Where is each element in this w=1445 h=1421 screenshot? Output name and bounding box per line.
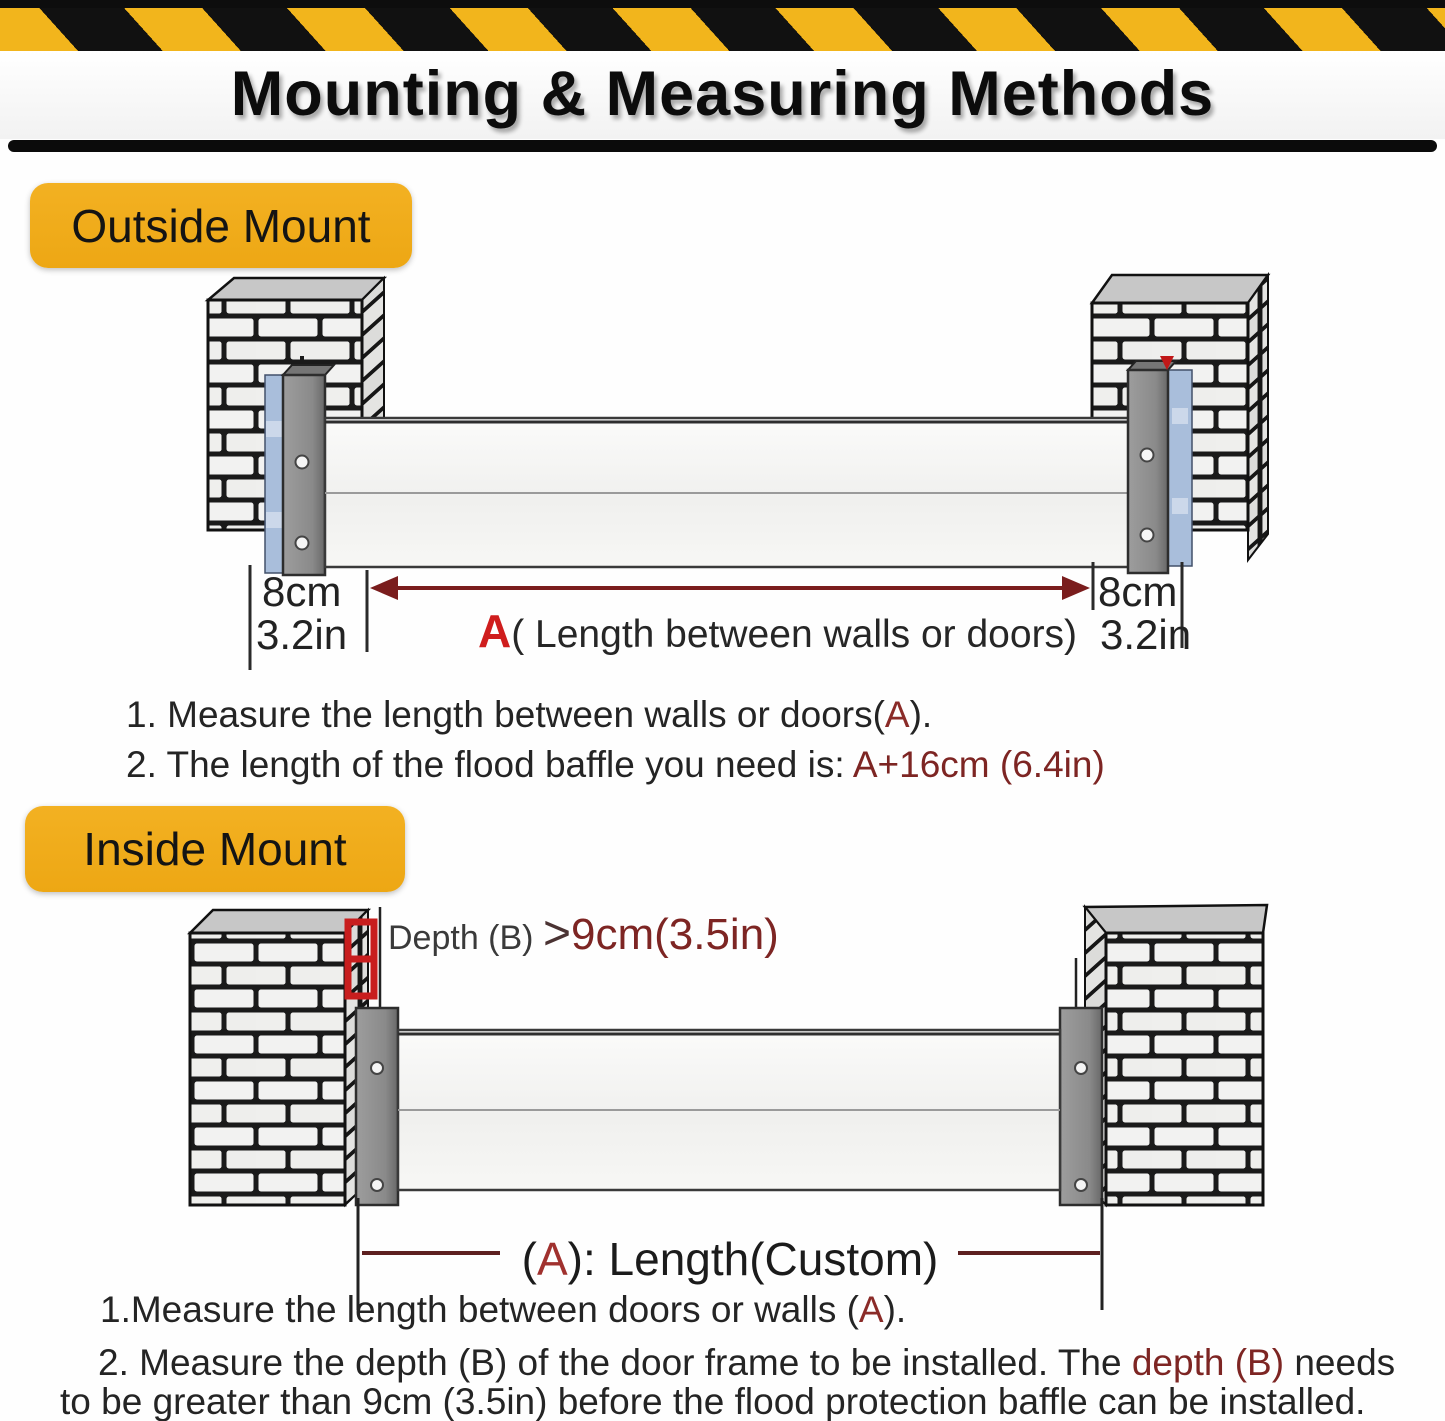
outside-left-gap-cm: 8cm [262,568,342,615]
outside-step2-formula: A+16cm (6.4in) [852,744,1105,785]
length-label-a: A [536,1233,568,1285]
outside-step2-text: 2. The length of the flood baffle you need is: [126,744,853,785]
inside-mount-badge [25,806,405,892]
outside-left-gap-in: 3.2in [256,611,348,658]
outside-step1-end: ). [909,694,933,735]
inside-left-channel [356,1008,398,1205]
outside-step-1 [126,694,932,736]
inside-step-1 [100,1289,906,1331]
inside-right-channel [1060,1008,1102,1205]
inside-left-pillar [190,910,368,1205]
outside-right-channel [1128,356,1192,573]
outside-mount-badge [30,183,412,268]
inside-step2-end: needs [1284,1342,1396,1383]
outside-left-channel [265,356,334,575]
inside-length-label [500,1232,960,1286]
page-title: Mounting & Measuring Methods [230,59,1215,129]
outside-right-gap-cm: 8cm [1098,568,1178,615]
inside-step1-a: A [858,1289,884,1330]
header-divider [8,140,1437,152]
inside-step2-red: depth (B) [1131,1342,1285,1383]
inside-step1-text: 1.Measure the length between doors or walls ( [100,1289,859,1330]
inside-step-2-line2: to be greater than 9cm (3.5in) before the flood protection baffle can be installed. [60,1381,1366,1421]
inside-right-pillar [1085,905,1267,1205]
outside-span-label-text: ( Length between walls or doors) [511,613,1078,656]
inside-flood-barrier-panel [398,1030,1060,1190]
depth-label-gt: > [542,907,571,960]
inside-step-2-line1 [98,1342,1395,1384]
length-label-post: ): Length(Custom) [567,1233,939,1285]
outside-step1-a: A [884,694,910,735]
depth-requirement-label [388,906,779,961]
outside-span-label [478,604,1077,658]
outside-mount-badge-label: Outside Mount [71,199,371,252]
depth-label-value: 9cm(3.5in) [570,910,779,959]
inside-mount-badge-label: Inside Mount [83,823,347,875]
hazard-stripe-banner [0,8,1445,51]
outside-step1-text: 1. Measure the length between walls or doors( [126,694,885,735]
outside-span-label-a: A [478,605,512,657]
inside-step1-end: ). [883,1289,907,1330]
length-label-pre: ( [521,1233,537,1285]
dimension-arrow [370,576,1090,600]
outside-step-2 [126,744,1105,786]
outside-right-gap-in: 3.2in [1100,611,1192,658]
depth-label-text: Depth (B) [388,919,543,957]
inside-step2-text: 2. Measure the depth (B) of the door frame to be installed. The [98,1342,1132,1383]
outside-flood-barrier-panel [325,418,1130,567]
